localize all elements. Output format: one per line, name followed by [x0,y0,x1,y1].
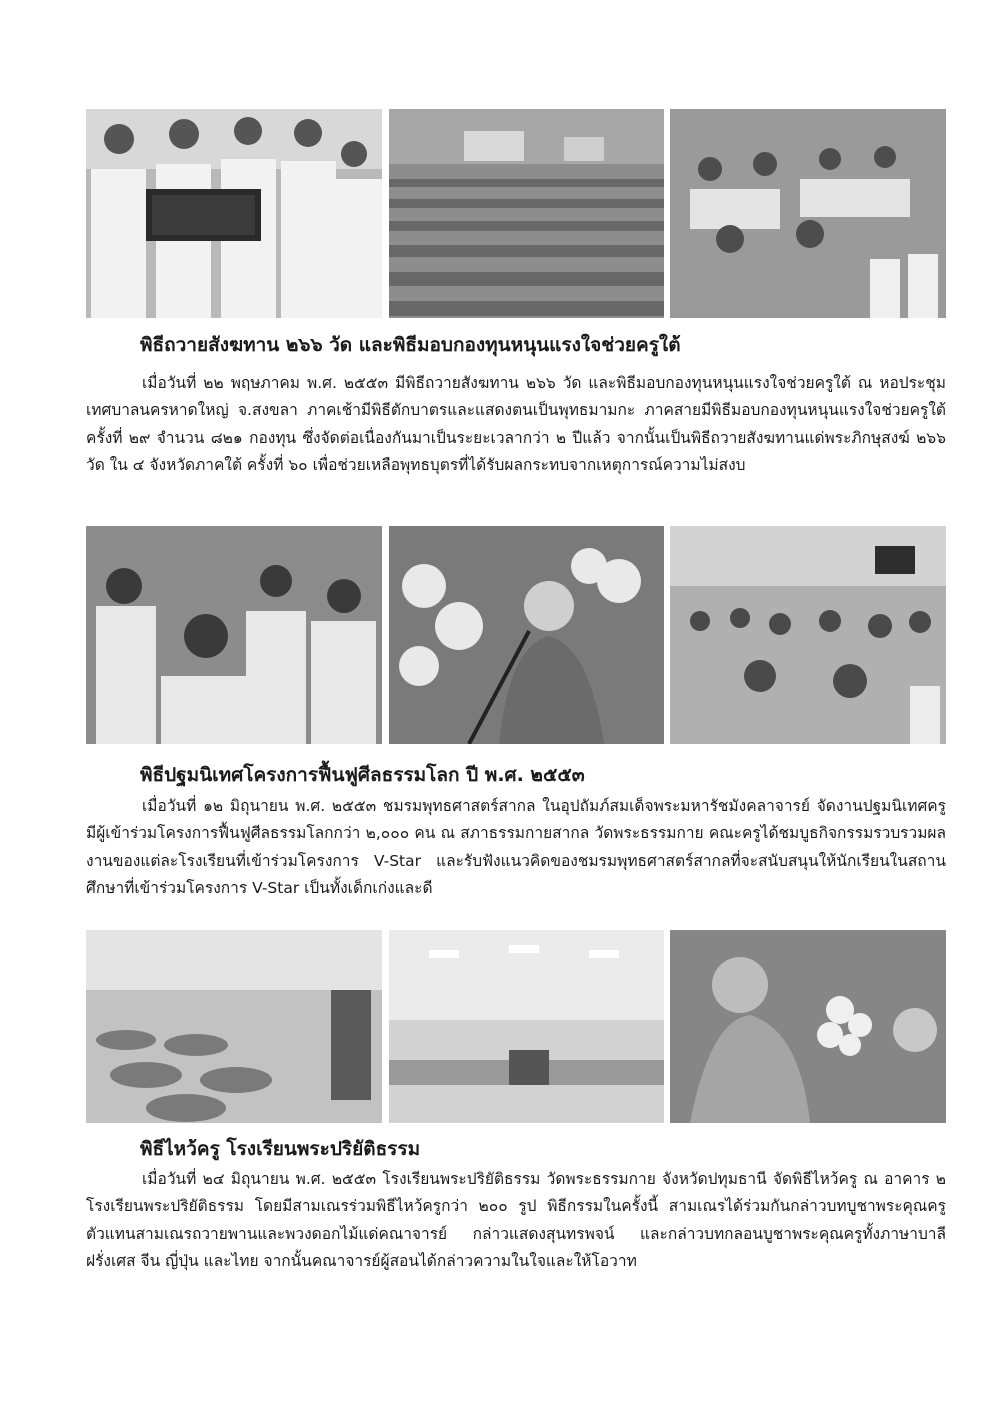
photo-novices-bowing [86,930,382,1123]
section-1-heading: พิธีถวายสังฆทาน ๒๖๖ วัด และพิธีมอบกองทุนหนุนแรงใจช่วยครูใต้ [140,334,681,356]
photo-fund-handover [86,109,382,318]
section-3-heading: พิธีไหว้ครู โรงเรียนพระปริยัติธรรม [140,1138,421,1160]
photo-ceremony-hall [389,930,664,1123]
photo-row-3 [86,930,946,1123]
section-2-heading: พิธีปฐมนิเทศโครงการฟื้นฟูศีลธรรมโลก ปี พ.ศ. ๒๕๕๓ [140,764,585,786]
section-2-body: เมื่อวันที่ ๑๒ มิถุนายน พ.ศ. ๒๕๕๓ ชมรมพุทธศาสตร์สากล ในอุปถัมภ์สมเด็จพระมหารัชมังคลาจารย์ จัดงานปฐมนิเทศครู มีผู้เข้าร่วมโครงการฟื้นฟูศีลธรรมโลกกว่า ๒,๐๐๐ คน ณ สภาธรรมกายสากล วัดพระธรรมกาย คณะครูได้ชมบูธกิจกรรมรวบรวมผลงานของแต่ละโรงเรียนที่เข้าร่วมโครงการ V-Star และรับฟังแนวคิดของชมรมพุทธศาสตร์สากลที่จะสนับสนุนให้นักเรียนในสถานศึกษาที่เข้าร่วมโครงการ V-Star เป็นทั้งเด็กเก่งและดี [86,797,946,898]
photo-row-1 [86,109,946,318]
photo-seated-guests [670,109,946,318]
photo-hall-ceremony [389,109,664,318]
photo-novices-offering [670,930,946,1123]
photo-row-2 [86,526,946,744]
photo-monk-speaker [389,526,664,744]
section-1-body: เมื่อวันที่ ๒๒ พฤษภาคม พ.ศ. ๒๕๕๓ มีพิธีถวายสังฆทาน ๒๖๖ วัด และพิธีมอบกองทุนหนุนแรงใจช่วยครูใต้ ณ หอประชุมเทศบาลนครหาดใหญ่ จ.สงขลา ภาคเช้ามีพิธีตักบาตรและแสดงตนเป็นพุทธมามกะ ภาคสายมีพิธีมอบกองทุนหนุนแรงใจช่วยครูใต้ ครั้งที่ ๒๙ จำนวน ๘๒๑ กองทุน ซึ่งจัดต่อเนื่องกันมาเป็นระยะเวลากว่า ๒ ปีแล้ว จากนั้นเป็นพิธีถวายสังฆทานแด่พระภิกษุสงฆ์ ๒๖๖ วัด ใน ๔ จังหวัดภาคใต้ ครั้งที่ ๖๐ เพื่อช่วยเหลือพุทธบุตรที่ได้รับผลกระทบจากเหตุการณ์ความไม่สงบ [86,374,946,475]
photo-auditorium-audience [670,526,946,744]
photo-teachers-audience [86,526,382,744]
section-3-body: เมื่อวันที่ ๒๔ มิถุนายน พ.ศ. ๒๕๕๓ โรงเรียนพระปริยัติธรรม วัดพระธรรมกาย จังหวัดปทุมธานี จัดพิธีไหว้ครู ณ อาคาร ๒ โรงเรียนพระปริยัติธรรม โดยมีสามเณรร่วมพิธีไหว้ครูกว่า ๒๐๐ รูป พิธีกรรมในครั้งนี้ สามเณรได้ร่วมกันกล่าวบทบูชาพระคุณครู ตัวแทนสามเณรถวายพานและพวงดอกไม้แด่คณาจารย์ กล่าวแสดงสุนทรพจน์ และกล่าวบทกลอนบูชาพระคุณครูทั้งภาษาบาลี ฝรั่งเศส จีน ญี่ปุ่น และไทย จากนั้นคณาจารย์ผู้สอนได้กล่าวความในใจและให้โอวาท [86,1170,946,1271]
